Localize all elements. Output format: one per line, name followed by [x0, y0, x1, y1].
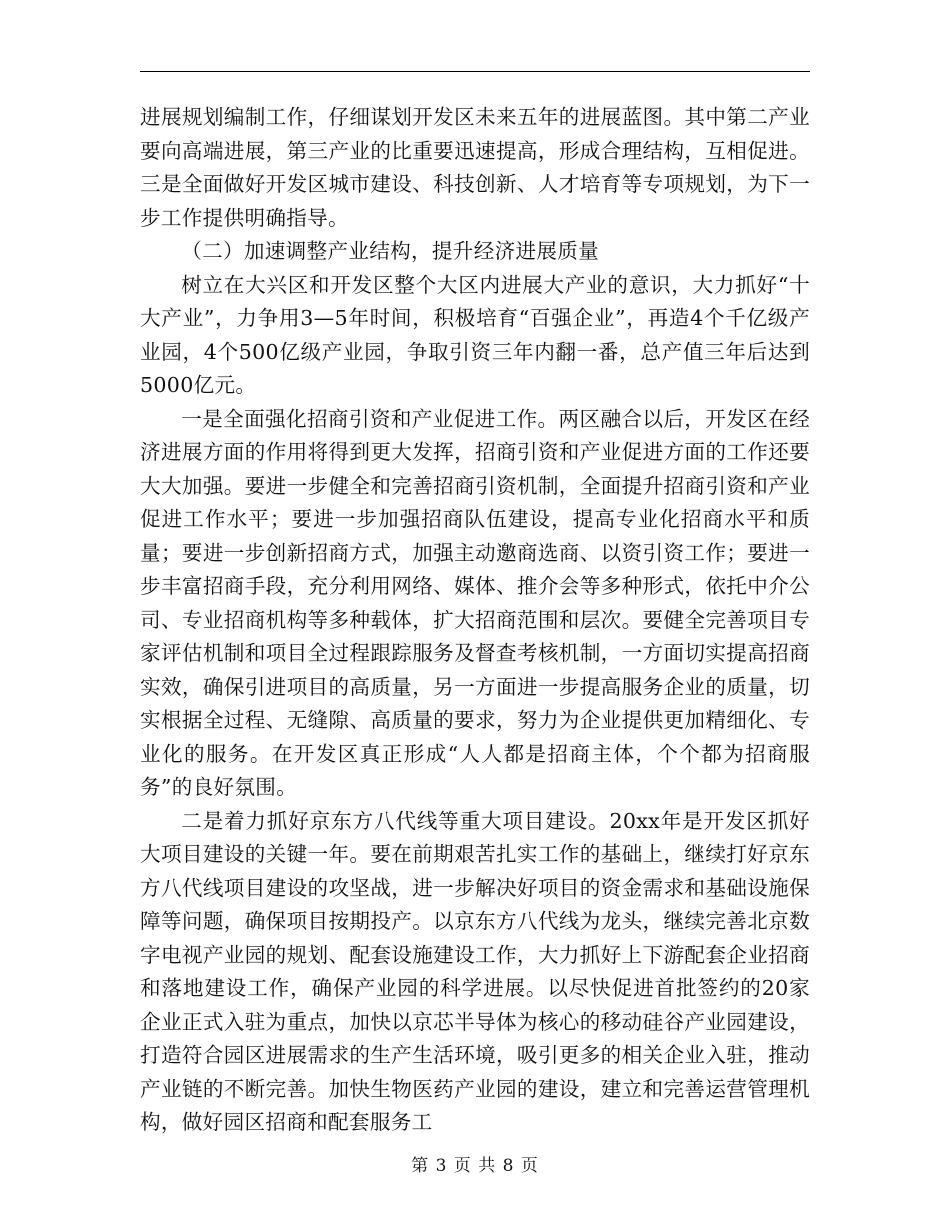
page-footer: [0, 1155, 950, 1177]
paragraph-continued-planning: 进展规划编制工作，仔细谋划开发区未来五年的进展蓝图。其中第二产业要向高端进展，第三产业的比重要迅速提高，形成合理结构，互相促进。三是全面做好开发区城市建设、科技创新、人才培育等专项规划，为下一步工作提供明确指导。: [140, 105, 810, 230]
footer-prefix: 第: [411, 1156, 430, 1176]
section-heading-industry-structure: （二）加速调整产业结构，提升经济进展质量: [181, 239, 600, 263]
paragraph-industry-goals: 树立在大兴区和开发区整个大区内进展大产业的意识，大力抓好“十大产业”，力争用3—5年时间，积极培育“百强企业”，再造4个千亿级产业园，4个500亿级产业园，争取引资三年内翻一番，总产值三年后达到5000亿元。: [140, 272, 810, 397]
document-body: [140, 101, 810, 1140]
header-rule: [140, 71, 810, 72]
footer-suffix: 页: [520, 1156, 539, 1176]
footer-middle: 页 共: [453, 1156, 497, 1176]
footer-total-pages: 8: [502, 1156, 515, 1176]
paragraph-investment-promotion: 一是全面强化招商引资和产业促进工作。两区融合以后，开发区在经济进展方面的作用将得到更大发挥，招商引资和产业促进方面的工作还要大大加强。要进一步健全和完善招商引资机制，全面提升招商引资和产业促进工作水平；要进一步加强招商队伍建设，提高专业化招商水平和质量；要进一步创新招商方式，加强主动邀商选商、以资引资工作；要进一步丰富招商手段，充分利用网络、媒体、推介会等多种形式，依托中介公司、专业招商机构等多种载体，扩大招商范围和层次。要健全完善项目专家评估机制和项目全过程跟踪服务及督查考核机制，一方面切实提高招商实效，确保引进项目的高质量，另一方面进一步提高服务企业的质量，切实根据全过程、无缝隙、高质量的要求，努力为企业提供更加精细化、专业化的服务。在开发区真正形成“人人都是招商主体，个个都为招商服务”的良好氛围。: [140, 406, 810, 799]
footer-current-page: 3: [435, 1156, 448, 1176]
paragraph-major-projects: 二是着力抓好京东方八代线等重大项目建设。20xx年是开发区抓好大项目建设的关键一年。要在前期艰苦扎实工作的基础上，继续打好京东方八代线项目建设的攻坚战，进一步解决好项目的资金需求和基础设施保障等问题，确保项目按期投产。以京东方八代线为龙头，继续完善北京数字电视产业园的规划、配套设施建设工作，大力抓好上下游配套企业招商和落地建设工作，确保产业园的科学进展。以尽快促进首批签约的20家企业正式入驻为重点，加快以京芯半导体为核心的移动硅谷产业园建设，打造符合园区进展需求的生产生活环境，吸引更多的相关企业入驻，推动产业链的不断完善。加快生物医药产业园的建设，建立和完善运营管理机构，做好园区招商和配套服务工: [140, 808, 810, 1134]
